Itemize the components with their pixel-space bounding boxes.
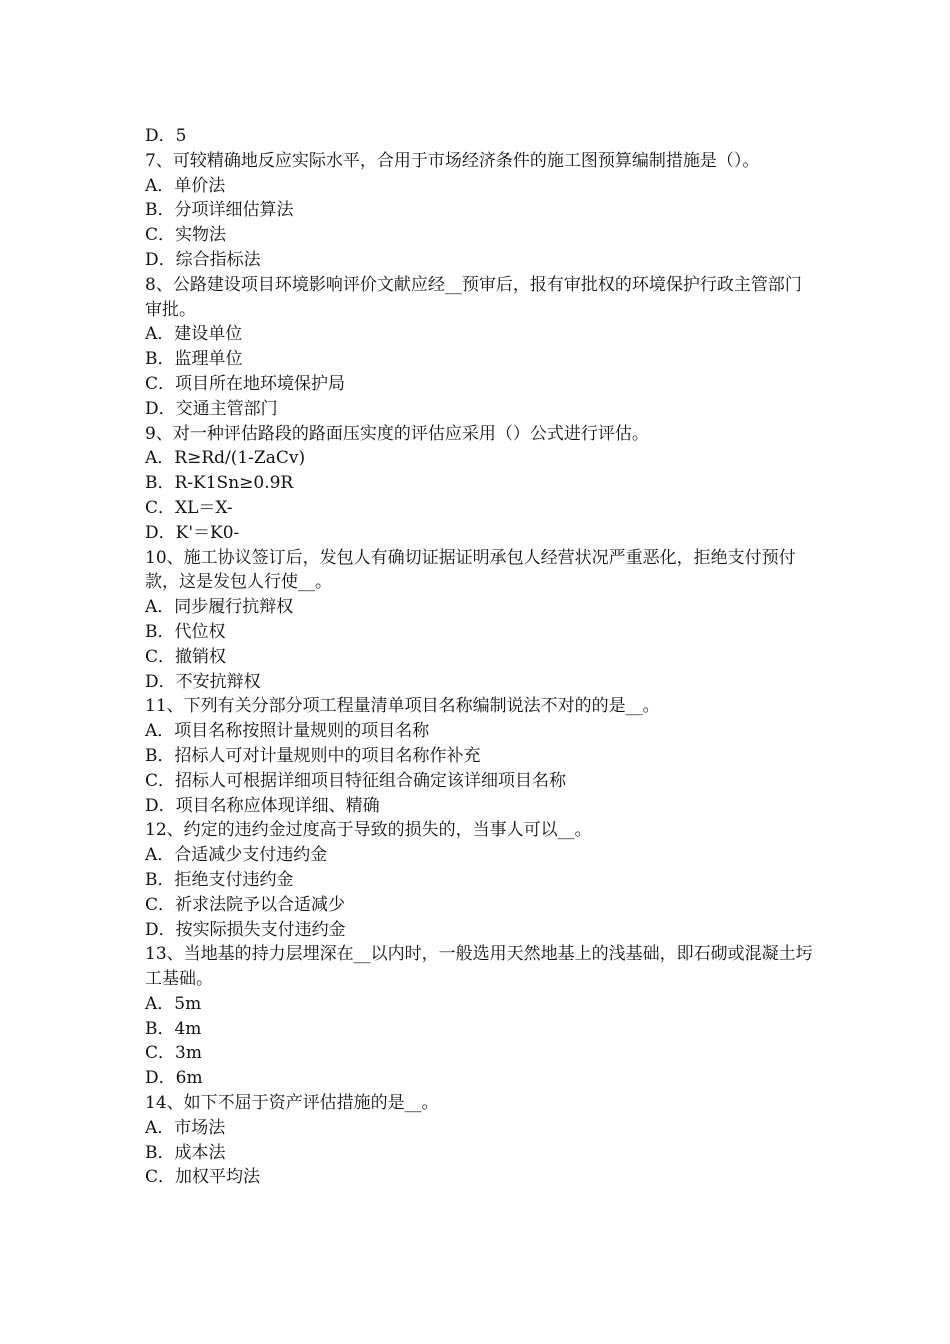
option-line: B．4m	[145, 1018, 202, 1039]
option-line: B．成本法	[145, 1142, 226, 1163]
option-line: D．5	[145, 126, 187, 146]
option-line: D．不安抗辩权	[145, 671, 261, 692]
option-line: A．同步履行抗辩权	[145, 597, 294, 618]
option-line: B．拒绝支付违约金	[145, 869, 294, 890]
option-line: D．按实际损失支付违约金	[145, 919, 346, 940]
option-line: D．交通主管部门	[145, 398, 278, 419]
question-line: 14、如下不屈于资产评估措施的是__。	[145, 1093, 439, 1114]
option-line: A．5m	[145, 993, 202, 1014]
option-line: C．实物法	[145, 225, 227, 246]
option-line: C．XL＝X-	[145, 497, 233, 518]
option-line: B．R-K1Sn≥0.9R	[145, 473, 294, 494]
option-line: C．撤销权	[145, 646, 227, 667]
option-line: A．合适减少支付违约金	[145, 845, 328, 866]
option-line: B．监理单位	[145, 349, 243, 370]
document-body	[145, 124, 815, 1190]
option-line: A．建设单位	[145, 324, 243, 345]
question-line: 9、对一种评估路段的路面压实度的评估应采用（）公式进行评估。	[145, 423, 649, 444]
question-line: 7、可较精确地反应实际水平，合用于市场经济条件的施工图预算编制措施是（）。	[145, 150, 760, 171]
question-line: 13、当地基的持力层埋深在__以内时，一般选用天然地基上的浅基础，即石砌或混凝土圬工基础。	[145, 944, 813, 990]
question-line: 8、公路建设项目环境影响评价文献应经__预审后，报有审批权的环境保护行政主管部门审批。	[145, 274, 802, 320]
option-line: C．加权平均法	[145, 1167, 261, 1188]
option-line: A．R≥Rd/(1-ZaCv)	[145, 448, 306, 469]
option-line: B．代位权	[145, 621, 226, 642]
option-line: C．招标人可根据详细项目特征组合确定该详细项目名称	[145, 770, 567, 791]
option-line: D．综合指标法	[145, 249, 261, 270]
question-line: 12、约定的违约金过度高于导致的损失的，当事人可以__。	[145, 820, 592, 841]
option-line: A．单价法	[145, 175, 226, 196]
question-line: 11、下列有关分部分项工程量清单项目名称编制说法不对的的是__。	[145, 696, 660, 717]
option-line: D．6m	[145, 1068, 203, 1089]
option-line: D．K'＝K0-	[145, 522, 240, 543]
option-line: D．项目名称应体现详细、精确	[145, 795, 380, 816]
option-line: B．招标人可对计量规则中的项目名称作补充	[145, 745, 481, 766]
option-line: C．祈求法院予以合适减少	[145, 894, 346, 915]
option-line: B．分项详细估算法	[145, 200, 294, 221]
option-line: A．市场法	[145, 1117, 226, 1138]
question-line: 10、施工协议签订后，发包人有确切证据证明承包人经营状况严重恶化，拒绝支付预付款，这是发包人行使__。	[145, 547, 796, 593]
option-line: A．项目名称按照计量规则的项目名称	[145, 721, 430, 742]
option-line: C．项目所在地环境保护局	[145, 373, 346, 394]
option-line: C．3m	[145, 1043, 202, 1064]
